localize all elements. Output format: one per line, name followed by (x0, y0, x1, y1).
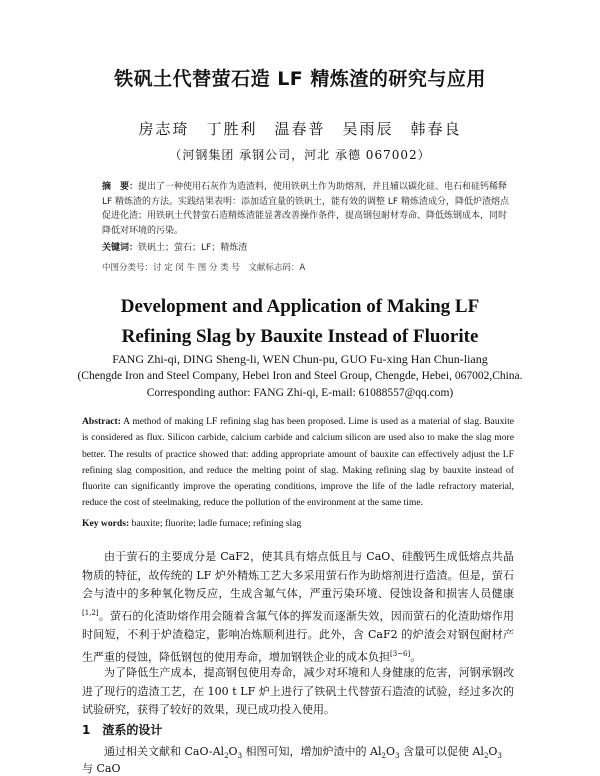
body-p3-b: O (228, 745, 238, 758)
authors-cn: 房志琦 丁胜利 温春普 吴雨辰 韩春良 (138, 120, 462, 138)
keywords-cn (102, 240, 510, 253)
keywords-en-text: bauxite; fluorite; ladle furnace; refining slag (131, 518, 302, 529)
keywords-en (82, 518, 514, 529)
body-paragraph-3 (82, 743, 514, 776)
keywords-en-label: Key words: (82, 518, 130, 529)
body-paragraph-1 (82, 548, 514, 668)
abstract-en-text: A method of making LF refining slag has been proposed. Lime is used as a material of slag. Bauxite is considered as flux. Silicon carbide, calcium carbide and calcium silicon are used also to make the slag more better. The results of practice showed that: adding appropriate amount of bauxite can effectively adjust the LF refining slag composition, and reduce the melting point of slag. Making refining slag by bauxite instead of fluorite can significantly improve the operating conditions, improve the life of the ladle refractory material, reduce the cost of steelmaking, reduce the pollution of the environment at the same time. (82, 416, 514, 509)
affiliation-en: (Chengde Iron and Steel Company, Hebei Iron and Steel Group, Chengde, Hebei, 067002,China. (77, 370, 523, 382)
body-p1-a: 由于萤石的主要成分是 CaF2，使其具有熔点低且与 CaO、硅酸钙生成低熔点共晶物质的特征，故传统的 LF 炉外精炼工艺大多采用萤石作为助熔剂进行造渣。但是，萤石会与渣中的多种氧化物反应，生成含氟气体，严重污染环境、侵蚀设备和损害人员健康 (82, 550, 514, 601)
corresponding-author-en: Corresponding author: FANG Zhi-qi, E-mail: 61088557@qq.com) (146, 387, 454, 399)
section-title-1: 1 渣系的设计 (82, 723, 163, 737)
body-p3-d: O (385, 745, 396, 758)
citation-3-6: [3~6] (390, 650, 411, 659)
classification-cn: 中图分类号：讨 定 闵 牛 图 分 类 号 文献标志码：A (102, 263, 306, 273)
affiliation-cn: （河钢集团 承钢公司，河北 承德 067002） (169, 148, 431, 162)
body-p1-c: 。 (410, 650, 422, 664)
body-p3-g: 与 CaO (82, 762, 121, 776)
authors-en: FANG Zhi-qi, DING Sheng-li, WEN Chun-pu, GUO Fu-xing Han Chun-liang (112, 352, 488, 366)
abstract-cn-label: 摘 要： (102, 182, 139, 192)
subscript: 2 (483, 752, 489, 761)
title-cn: 铁矾土代替萤石造 LF 精炼渣的研究与应用 (114, 68, 486, 90)
abstract-cn-text: 提出了一种使用石灰作为造渣料，使用铁矾土作为助熔剂，并且辅以碳化硅、电石和硅钙稀释 LF 精炼渣的方法。实践结果表明：添加适宜量的铁矾土，能有效的调整 LF 精炼渣成分，降低炉渣熔点促进化渣；用铁矾土代替萤石造精炼渣能显著改善操作条件，提高钢包耐材寿命、降低炼钢成本，同时降低对环境的污染。 (102, 182, 509, 236)
body-paragraph-2: 为了降低生产成本，提高钢包使用寿命，减少对环境和人身健康的危害，河钢承钢改进了现行的造渣工艺，在 100 t LF 炉上进行了铁矾土代替萤石造渣的试验，经过多次的试验研究，获得了较好的效果，现已成功投入使用。 (82, 666, 514, 717)
keywords-cn-text: 铁矾土；萤石；LF；精炼渣 (138, 243, 248, 253)
body-p3-e: 含量可以促使 Al (399, 745, 484, 758)
subscript: 3 (497, 752, 502, 761)
keywords-cn-label: 关键词： (102, 243, 139, 253)
subscript: 2 (224, 752, 229, 761)
body-p3-f: O (488, 745, 498, 758)
body-p3-c: 相图可知，增加炉渣中的 Al (242, 745, 382, 758)
subscript: 2 (381, 752, 386, 761)
abstract-cn (102, 180, 510, 238)
subscript: 3 (237, 752, 243, 761)
title-en-line1: Development and Application of Making LF (120, 296, 480, 317)
subscript: 3 (395, 752, 400, 761)
title-en-line2: Refining Slag by Bauxite Instead of Fluorite (121, 326, 479, 347)
body-p3-a: 通过相关文献和 CaO-Al (104, 745, 225, 758)
abstract-en (82, 414, 514, 512)
abstract-en-label: Abstract: (82, 416, 121, 427)
body-p1-b: 。萤石的化渣助熔作用会随着含氟气体的挥发而逐渐失效，因而萤石的化渣助熔作用时间短，不利于炉渣稳定，影响冶炼顺利进行。此外，含 CaF2 的炉渣会对钢包耐材产生严重的侵蚀，降低钢包的使用寿命，增加钢铁企业的成本负担 (82, 609, 514, 664)
citation-1-2: [1,2] (82, 609, 99, 618)
